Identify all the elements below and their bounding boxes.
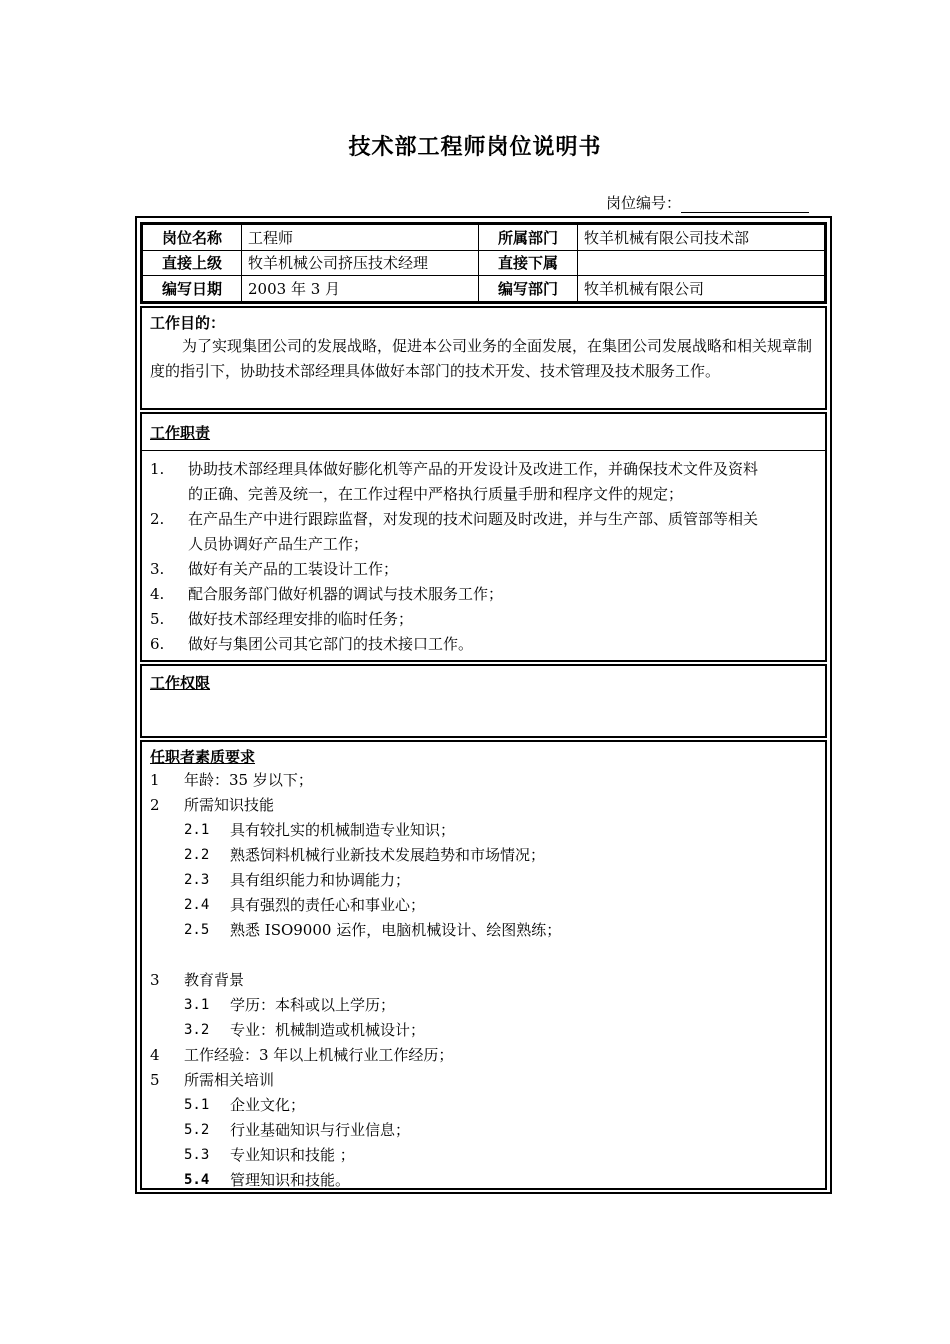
- purpose-heading: 工作目的：: [150, 314, 226, 332]
- job-description-frame: [135, 216, 832, 1194]
- sub-item: 2.3 具有组织能力和协调能力；: [184, 871, 411, 889]
- list-item: 5 所需相关培训: [150, 1071, 275, 1089]
- subordinate-value: [578, 250, 825, 276]
- date-label: 编写日期: [143, 276, 242, 302]
- department-label: 所属部门: [479, 225, 578, 251]
- duties-section: [140, 412, 827, 662]
- list-item: 1. 协助技术部经理具体做好膨化机等产品的开发设计及改进工作，并确保技术文件及资料: [150, 460, 759, 478]
- sub-item: 2.4 具有强烈的责任心和事业心；: [184, 896, 426, 914]
- sub-item: 2.1 具有较扎实的机械制造专业知识；: [184, 821, 456, 839]
- purpose-text: 为了实现集团公司的发展战略，促进本公司业务的全面发展，在集团公司发展战略和相关规章制度的指引下，协助技术部经理具体做好本部门的技术开发、技术管理及技术服务工作。: [150, 337, 813, 380]
- blank-line: [142, 943, 825, 968]
- requirements-heading: 任职者素质要求: [150, 748, 256, 766]
- date-value: 2003 年 3 月: [242, 276, 479, 302]
- superior-label: 直接上级: [143, 250, 242, 276]
- list-item: 2 所需知识技能: [150, 796, 275, 814]
- authority-heading: 工作权限: [150, 674, 211, 692]
- sub-item: 5.1 企业文化；: [184, 1096, 306, 1114]
- sub-item: 5.4 管理知识和技能。: [184, 1171, 351, 1189]
- superior-value: 牧羊机械公司挤压技术经理: [242, 250, 479, 276]
- list-item: 2. 在产品生产中进行跟踪监督，对发现的技术问题及时改进，并与生产部、质管部等相关: [150, 510, 759, 528]
- document-title: 技术部工程师岗位说明书: [348, 135, 602, 160]
- table-row: [143, 225, 825, 251]
- table-row: [143, 250, 825, 276]
- list-item-continued: 人员协调好产品生产工作；: [188, 535, 369, 553]
- department-value: 牧羊机械有限公司技术部: [578, 225, 825, 251]
- author-dept-value: 牧羊机械有限公司: [578, 276, 825, 302]
- post-number-label: 岗位编号：: [606, 194, 682, 212]
- author-dept-label: 编写部门: [479, 276, 578, 302]
- duties-list: [142, 451, 825, 657]
- list-item-continued: 的正确、完善及统一，在工作过程中严格执行质量手册和程序文件的规定；: [188, 485, 684, 503]
- sub-item: 5.3 专业知识和技能 ；: [184, 1146, 355, 1164]
- authority-section: [140, 664, 827, 738]
- sub-item: 2.5 熟悉 ISO9000 运作，电脑机械设计、绘图熟练；: [184, 921, 562, 939]
- list-item: 4. 配合服务部门做好机器的调试与技术服务工作；: [150, 585, 504, 603]
- subordinate-label: 直接下属: [479, 250, 578, 276]
- purpose-section: [140, 306, 827, 410]
- list-item: 3. 做好有关产品的工装设计工作；: [150, 560, 399, 578]
- list-item: 6. 做好与集团公司其它部门的技术接口工作。: [150, 635, 474, 653]
- table-row: [143, 276, 825, 302]
- list-item: 4 工作经验：3 年以上机械行业工作经历；: [150, 1046, 454, 1064]
- list-item: 5. 做好技术部经理安排的临时任务；: [150, 610, 414, 628]
- position-name-label: 岗位名称: [143, 225, 242, 251]
- sub-item: 3.2 专业：机械制造或机械设计；: [184, 1021, 426, 1039]
- sub-item: 2.2 熟悉饲料机械行业新技术发展趋势和市场情况；: [184, 846, 546, 864]
- sub-item: 5.2 行业基础知识与行业信息；: [184, 1121, 411, 1139]
- post-number-field: [606, 192, 809, 213]
- requirements-section: [140, 740, 827, 1190]
- duties-heading: 工作职责: [142, 414, 825, 451]
- post-number-blank[interactable]: [681, 196, 809, 213]
- info-table-section: [140, 222, 827, 304]
- info-table: [142, 224, 825, 302]
- sub-item: 3.1 学历：本科或以上学历；: [184, 996, 396, 1014]
- list-item: 3 教育背景: [150, 971, 245, 989]
- position-name-value: 工程师: [242, 225, 479, 251]
- list-item: 1 年龄：35 岁以下；: [150, 771, 313, 789]
